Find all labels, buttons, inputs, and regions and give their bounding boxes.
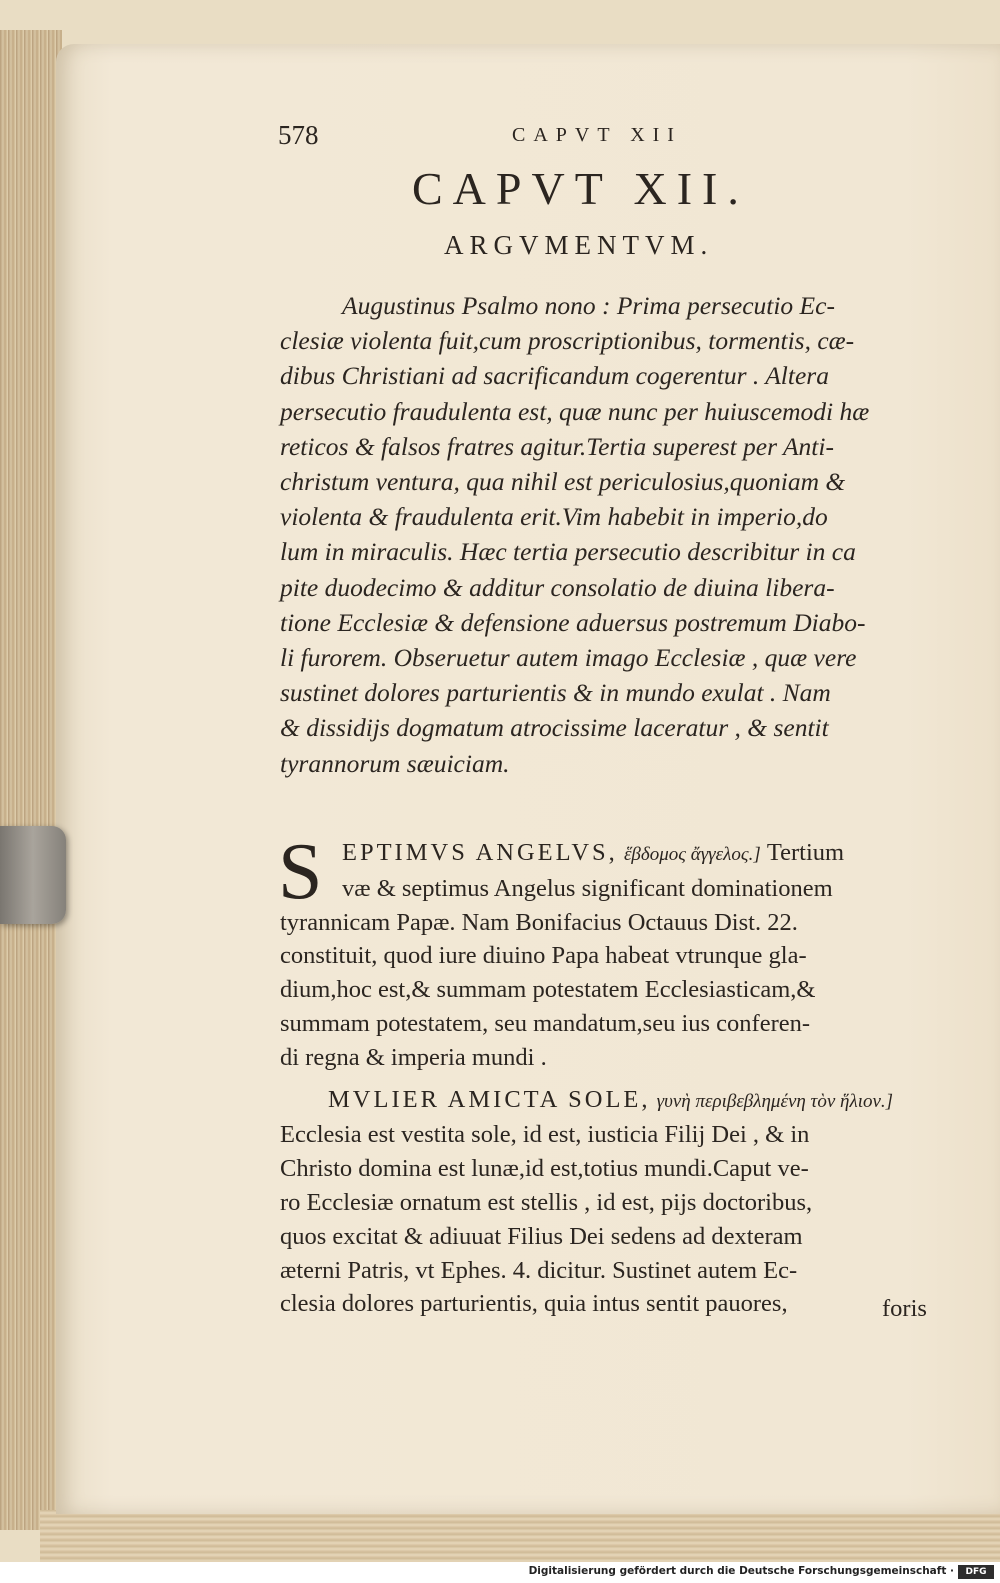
- chapter-title: CAPVT XII.: [412, 163, 749, 214]
- funding-notice: Digitalisierung gefördert durch die Deutsche Forschungsgemeinschaft ·: [528, 1565, 954, 1577]
- commentary-line: [280, 836, 958, 872]
- commentary-line: [280, 1083, 958, 1119]
- commentary-line: ro Ecclesiæ ornatum est stellis , id est, pijs doctoribus,: [280, 1188, 813, 1216]
- footer-bar: [0, 1562, 1000, 1583]
- argument-line: li furorem. Obseruetur autem imago Ecclesiæ , quæ vere: [280, 643, 857, 673]
- commentary-line: dium,hoc est,& summam potestatem Ecclesiasticam,&: [280, 976, 816, 1004]
- line-rest: Tertium: [766, 839, 845, 866]
- commentary-line: tyrannicam Papæ. Nam Bonifacius Octauus Dist. 22.: [280, 908, 798, 936]
- argument-line: tyrannorum sæuiciam.: [280, 748, 510, 778]
- commentary-line: Ecclesia est vestita sole, id est, iusticia Filij Dei , & in: [280, 1121, 810, 1149]
- book-fore-edge: [0, 30, 62, 1530]
- book-clip: [0, 826, 66, 924]
- commentary-line: di regna & imperia mundi .: [280, 1043, 547, 1071]
- page-number: 578: [278, 120, 319, 150]
- commentary-line: constituit, quod iure diuino Papa habeat vtrunque gla-: [280, 942, 807, 970]
- greek-lemma: γυνὴ περιβεβλημένη τὸν ἥλιον.]: [656, 1090, 894, 1112]
- argument-line: pite duodecimo & additur consolatio de diuina libera-: [280, 572, 835, 602]
- argument-line: dibus Christiani ad sacrificandum cogerentur . Altera: [280, 361, 829, 391]
- catchword: foris: [882, 1295, 927, 1322]
- argument-line: lum in miraculis. Hæc tertia persecutio describitur in ca: [280, 537, 856, 567]
- commentary-line: summam potestatem, seu mandatum,seu ius conferen-: [280, 1009, 811, 1037]
- argument-line: sustinet dolores parturientis & in mundo exulat . Nam: [280, 678, 831, 708]
- lemma: MVLIER AMICTA SOLE,: [328, 1085, 651, 1113]
- drop-cap: S: [278, 828, 323, 916]
- argument-line: persecutio fraudulenta est, quæ nunc per huiuscemodi hæ: [280, 396, 870, 426]
- lemma: EPTIMVS ANGELVS,: [342, 839, 618, 866]
- argument-line: reticos & falsos fratres agitur.Tertia superest per Anti-: [280, 431, 834, 461]
- dfg-logo-icon: DFG: [958, 1565, 994, 1579]
- argument-line: & dissidijs dogmatum atrocissime laceratur , & sentit: [280, 713, 829, 743]
- commentary-line: clesia dolores parturientis, quia intus sentit pauores,: [280, 1290, 788, 1318]
- commentary-line: quos excitat & adiuuat Filius Dei sedens ad dexteram: [280, 1222, 803, 1250]
- commentary-text: [280, 836, 958, 1321]
- commentary-line: væ & septimus Angelus significant dominationem: [342, 874, 833, 902]
- commentary-line: Christo domina est lunæ,id est,totius mundi.Caput ve-: [280, 1155, 809, 1183]
- commentary-line: æterni Patris, vt Ephes. 4. dicitur. Sustinet autem Ec-: [280, 1256, 798, 1284]
- running-head: CAPVT XII: [512, 124, 682, 146]
- book-bottom-edge: [40, 1510, 1000, 1562]
- argument-line: christum ventura, qua nihil est periculosius,quoniam &: [280, 467, 846, 497]
- argument-line: tione Ecclesiæ & defensione aduersus postremum Diabo-: [280, 607, 866, 637]
- argument-line: violenta & fraudulenta erit.Vim habebit in imperio,do: [280, 502, 828, 532]
- argument-heading: ARGVMENTVM.: [444, 230, 714, 260]
- argument-line: Augustinus Psalmo nono : Prima persecutio Ec-: [342, 291, 835, 320]
- argument-line: clesiæ violenta fuit,cum proscriptionibus, tormentis, cæ-: [280, 326, 855, 356]
- argument-text: [280, 288, 958, 781]
- greek-lemma: ἕβδομος ἄγγελος.]: [623, 844, 761, 865]
